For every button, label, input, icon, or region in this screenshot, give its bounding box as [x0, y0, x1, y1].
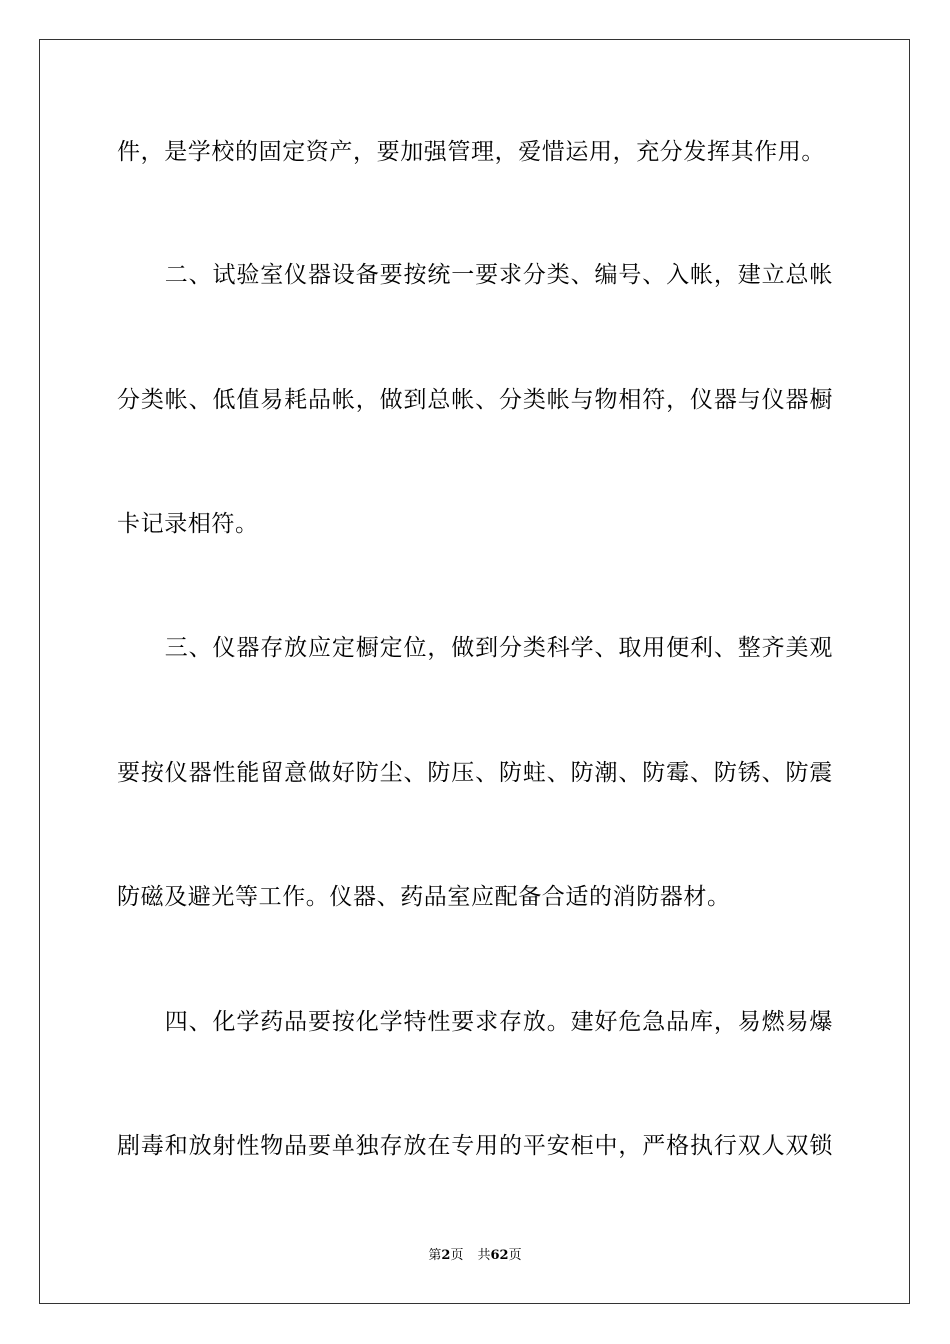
- body-text-line-4: 卡记录相符。: [117, 511, 259, 537]
- page-footer: [0, 1248, 950, 1264]
- page-number: 2: [441, 1248, 451, 1263]
- page-prefix: 第: [428, 1248, 442, 1263]
- page-suffix: 页: [450, 1248, 464, 1263]
- total-pages: 62: [490, 1248, 509, 1263]
- page-border: [39, 39, 910, 1304]
- body-text-line-9: 剧毒和放射性物品要单独存放在专用的平安柜中，严格执行双人双锁: [117, 1133, 833, 1159]
- body-text-line-7: 防磁及避光等工作。仪器、药品室应配备合适的消防器材。: [117, 884, 731, 910]
- body-text-line-1: 件，是学校的固定资产，要加强管理，爱惜运用，充分发挥其作用。: [117, 139, 825, 165]
- total-prefix: 共: [477, 1248, 491, 1263]
- body-text-line-5: 三、仪器存放应定橱定位，做到分类科学、取用便利、整齐美观: [117, 635, 833, 661]
- body-text-line-8: 四、化学药品要按化学特性要求存放。建好危急品库，易燃易爆: [117, 1009, 833, 1035]
- total-suffix: 页: [508, 1248, 522, 1263]
- body-text-line-3: 分类帐、低值易耗品帐，做到总帐、分类帐与物相符，仪器与仪器橱: [117, 387, 833, 413]
- body-text-line-6: 要按仪器性能留意做好防尘、防压、防蛀、防潮、防霉、防锈、防震: [117, 760, 833, 786]
- body-text-line-2: 二、试验室仪器设备要按统一要求分类、编号、入帐，建立总帐: [117, 262, 833, 288]
